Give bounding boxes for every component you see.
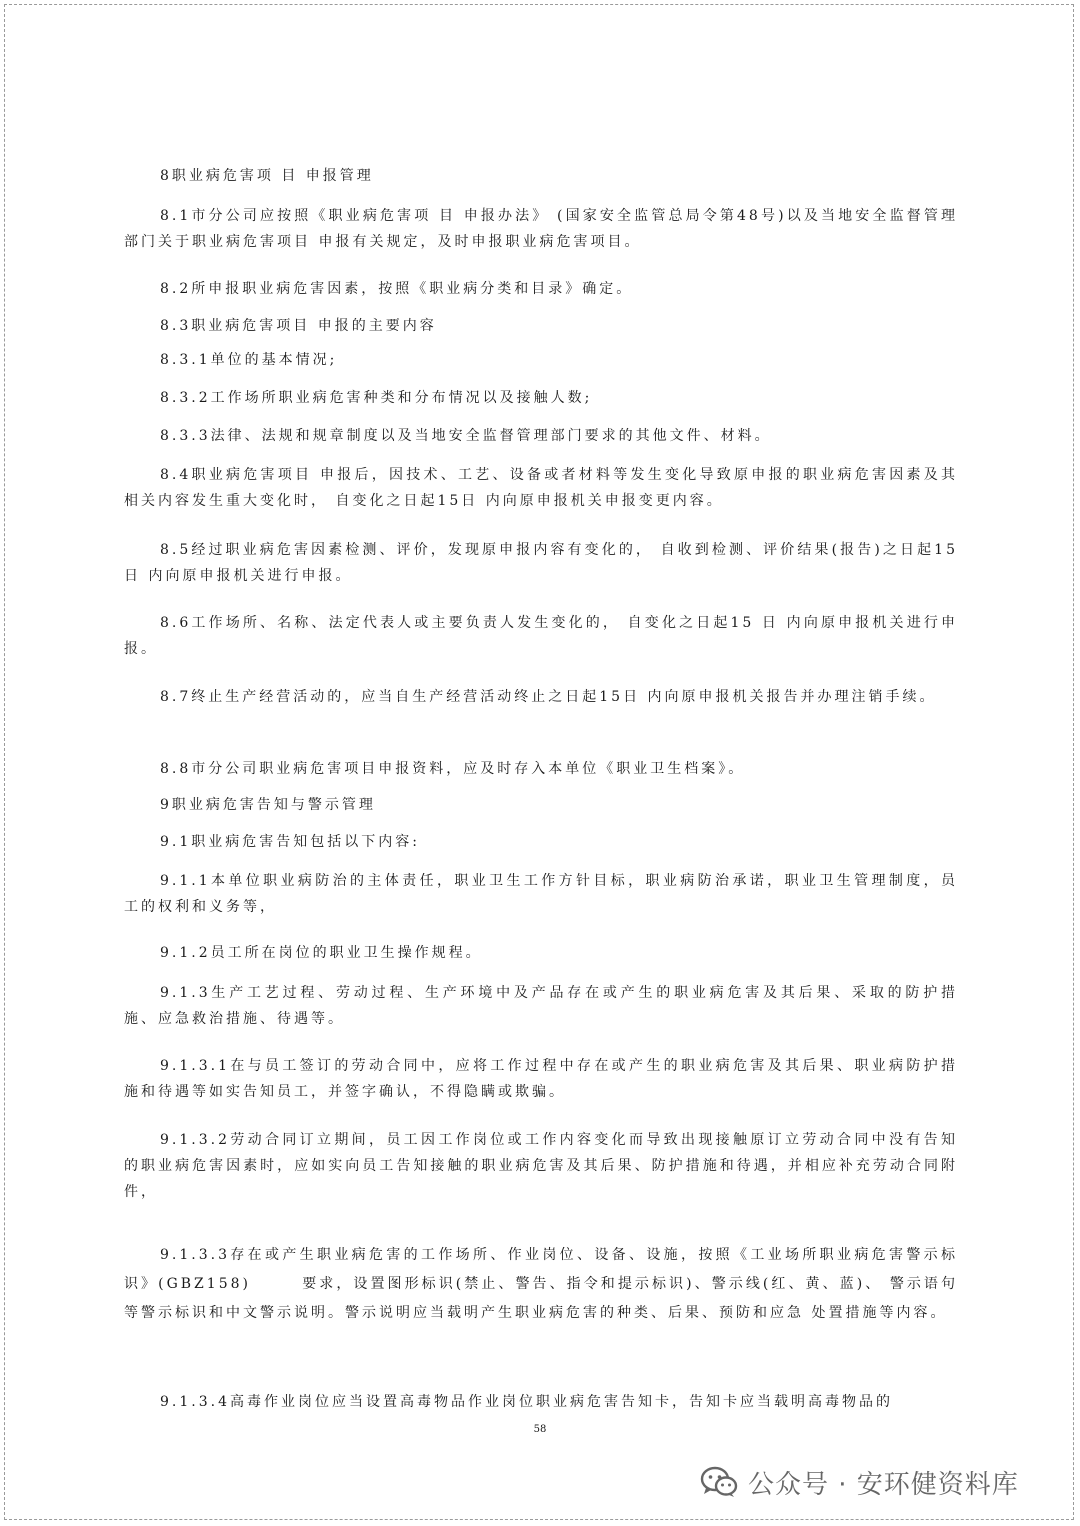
section-heading-9 [124,792,958,818]
paragraph-text: 8.1市分公司应按照《职业病危害项 目 申报办法》 (国家安全监管总局令第48号)以及当地安全监督管理部门关于职业病危害项目 申报有关规定，及时申报职业病危害项目。 [124,208,958,250]
paragraph-text: 9.1.3.1在与员工签订的劳动合同中，应将工作过程中存在或产生的职业病危害及其后果、职业病防护措施和待遇等如实告知员工，并签字确认，不得隐瞒或欺骗。 [124,1058,958,1100]
wechat-icon [700,1465,738,1499]
paragraph-8-3 [124,313,958,339]
paragraph-8-3-3 [124,423,958,449]
paragraph-text: 8职业病危害项 目 申报管理 [160,168,374,184]
paragraph-text: 8.6工作场所、名称、法定代表人或主要负责人发生变化的， 自变化之日起15 日 内向原申报机关进行申报。 [124,615,958,657]
paragraph-text: 8.3.3法律、法规和规章制度以及当地安全监督管理部门要求的其他文件、材料。 [160,428,772,444]
paragraph-9-1-3-3 [124,1241,958,1328]
page-number: 58 [533,1424,547,1435]
paragraph-text: 9.1职业病危害告知包括以下内容: [160,834,420,850]
paragraph-text: 9.1.3.4高毒作业岗位应当设置高毒物品作业岗位职业病危害告知卡，告知卡应当载明高毒物品的 [160,1394,893,1410]
paragraph-8-3-1 [124,347,958,373]
paragraph-8-1 [124,203,958,255]
paragraph-9-1-3-2 [124,1127,958,1205]
paragraph-text: 8.3.1单位的基本情况; [160,352,338,368]
paragraph-text: 8.3.2工作场所职业病危害种类和分布情况以及接触人数; [160,390,593,406]
paragraph-text: 8.2所申报职业病危害因素，按照《职业病分类和目录》确定。 [160,281,634,297]
paragraph-9-1-1 [124,868,958,920]
paragraph-text: 9.1.1本单位职业病防治的主体责任，职业卫生工作方针目标，职业病防治承诺，职业卫生管理制度，员工的权利和义务等， [124,873,958,915]
paragraph-text: 8.4职业病危害项目 申报后，因技术、工艺、设备或者材料等发生变化导致原申报的职业病危害因素及其相关内容发生重大变化时， 自变化之日起15日 内向原申报机关申报变更内容。 [124,467,958,509]
paragraph-text: 8.5经过职业病危害因素检测、评价，发现原申报内容有变化的， 自收到检测、评价结果(报告)之日起15日 内向原申报机关进行申报。 [124,542,958,584]
paragraph-text: 8.8市分公司职业病危害项目申报资料，应及时存入本单位《职业卫生档案》。 [160,761,746,777]
watermark [700,1462,1019,1502]
paragraph-text: 9.1.3.2劳动合同订立期间，员工因工作岗位或工作内容变化而导致出现接触原订立劳动合同中没有告知的职业病危害因素时，应如实向员工告知接触的职业病危害及其后果、防护措施和待遇，并相应补充劳动合同附件， [124,1132,958,1200]
paragraph-8-3-2 [124,385,958,411]
paragraph-text: 9.1.3生产工艺过程、劳动过程、生产环境中及产品存在或产生的职业病危害及其后果、采取的防护措施、应急救治措施、待遇等。 [124,985,958,1027]
paragraph-9-1-3 [124,980,958,1032]
paragraph-text: 9职业病危害告知与警示管理 [160,797,376,813]
paragraph-9-1 [124,829,958,855]
paragraph-9-1-2 [124,940,958,966]
watermark-text: 公众号 · 安环健资料库 [748,1469,1019,1500]
paragraph-8-6 [124,610,958,662]
paragraph-8-2 [124,276,958,302]
paragraph-text: 8.7终止生产经营活动的，应当自生产经营活动终止之日起15日 内向原申报机关报告并办理注销手续。 [160,689,937,705]
section-heading-8 [124,163,958,189]
paragraph-text: 9.1.2员工所在岗位的职业卫生操作规程。 [160,945,483,961]
paragraph-9-1-3-4 [124,1389,958,1415]
paragraph-8-4 [124,462,958,514]
paragraph-8-7 [124,684,958,710]
paragraph-8-8 [124,756,958,782]
paragraph-8-5 [124,537,958,589]
paragraph-text: 9.1.3.3存在或产生职业病危害的工作场所、作业岗位、设备、设施，按照《工业场所职业病危害警示标识》(GBZ158) 要求，设置图形标识(禁止、警告、指令和提示标识)、警示线(红、黄、蓝)、 警示语句等警示标识和中文警示说明。警示说明应当载明产生职业病危害的种类、后果、预防和应急 处置措施等内容。 [124,1247,958,1321]
paragraph-text: 8.3职业病危害项目 申报的主要内容 [160,318,437,334]
paragraph-9-1-3-1 [124,1053,958,1105]
